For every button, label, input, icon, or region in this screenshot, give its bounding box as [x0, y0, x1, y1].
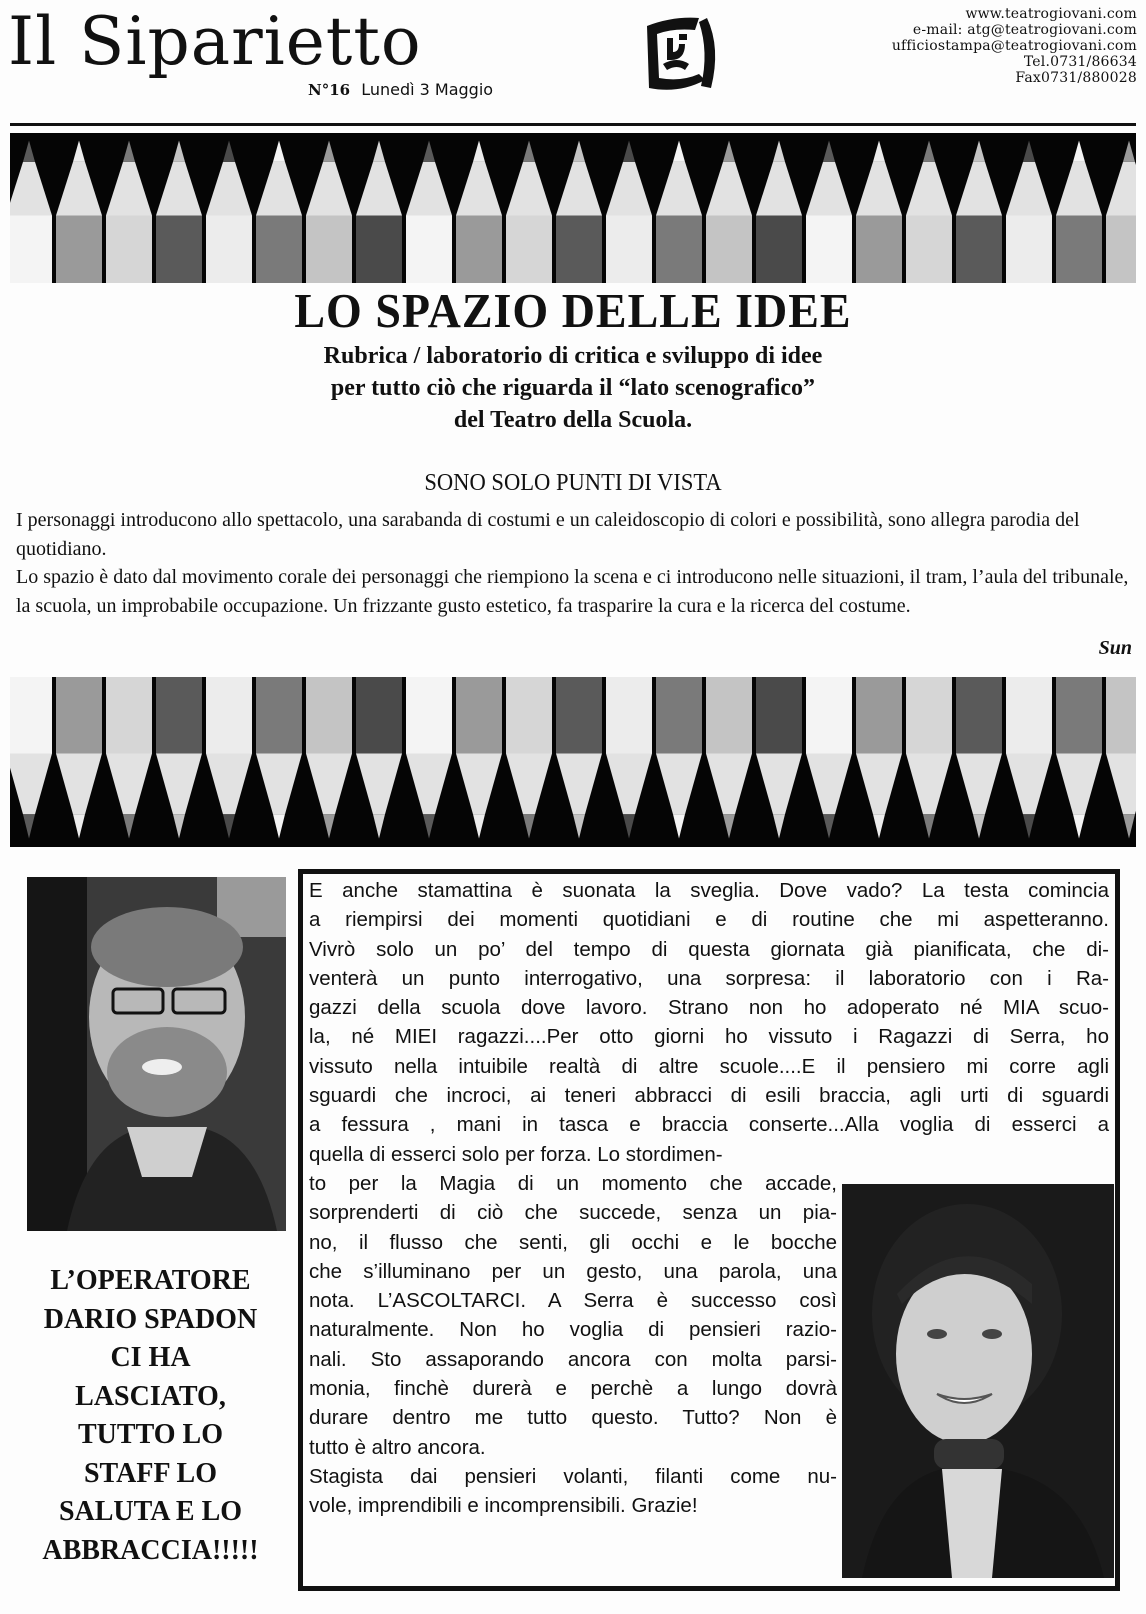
testimonial-line: quella di esserci solo per forza. Lo stordimen- [309, 1142, 723, 1166]
testimonial-line: Stagista dai pensieri volanti, filanti come nu- [309, 1464, 837, 1488]
pencil-illustration [756, 677, 802, 839]
pencil-illustration [956, 677, 1002, 839]
pencil-illustration [1006, 677, 1052, 839]
testimonial-line: nali. Sto assaporando ancora con molta parsi- [309, 1347, 837, 1371]
newsletter-title: Il Siparietto [8, 3, 422, 80]
testimonial-line: vissuto nella intuibile realtà di altre scuole....E il pensiero mi corre agli [309, 1054, 1109, 1078]
pencil-illustration [856, 677, 902, 839]
tribute-line: ABBRACCIA!!!!! [42, 1534, 259, 1566]
pencil-illustration [206, 141, 252, 284]
tribute-line: CI HA [110, 1342, 191, 1373]
pencil-illustration [156, 141, 202, 284]
pencil-illustration [1006, 141, 1052, 284]
pencil-illustration [1056, 677, 1102, 839]
pencil-illustration [56, 141, 102, 284]
testimonial-line: a fessura , mani in tasca e braccia conserte...Alla voglia di esserci a [309, 1113, 1109, 1137]
subtitle-line: per tutto ciò che riguarda il “lato scenografico” [330, 375, 816, 401]
article-heading: SONO SOLO PUNTI DI VISTA [424, 470, 722, 496]
theatre-figure-logo-icon [633, 8, 723, 93]
section-title: LO SPAZIO DELLE IDEE [294, 283, 852, 338]
pencils-banner-top [10, 133, 1136, 283]
testimonial-line: no, il flusso che senti, gli occhi e le bocche [309, 1230, 837, 1254]
masthead-divider [10, 123, 1136, 126]
section-subtitle [0, 340, 1146, 436]
pencil-illustration [1106, 677, 1136, 839]
article-body [16, 506, 1136, 620]
testimonial-line: venterà un punto interrogativo, una sorpresa: il laboratorio con i Ra- [309, 966, 1109, 990]
subtitle-line: Rubrica / laboratorio di critica e sviluppo di idee [323, 343, 823, 369]
pencil-illustration [10, 141, 52, 284]
contact-block [892, 6, 1137, 86]
pencil-illustration [10, 677, 52, 839]
fax-number: Fax0731/880028 [1015, 70, 1137, 86]
pencil-illustration [806, 141, 852, 284]
tribute-line: SALUTA E LO [58, 1496, 243, 1527]
tribute-line: L’OPERATORE [50, 1265, 251, 1296]
pencil-illustration [606, 677, 652, 839]
pencil-illustration [106, 677, 152, 839]
pencil-illustration [906, 677, 952, 839]
pencil-illustration [756, 141, 802, 284]
testimonial-line: monia, finchè durerà e perchè a lungo dovrà [309, 1377, 837, 1401]
testimonial-line: tutto è altro ancora. [309, 1435, 486, 1459]
pencil-illustration [456, 141, 502, 284]
pencil-illustration [506, 677, 552, 839]
tribute-line: LASCIATO, [75, 1380, 226, 1412]
tribute-line: DARIO SPADON [43, 1303, 258, 1335]
pencil-illustration [656, 141, 702, 284]
testimonial-line: E anche stamattina è suonata la sveglia. Dove vado? La testa comincia [309, 879, 1109, 902]
pencils-banner-bottom [10, 677, 1136, 847]
tribute-notice [8, 1262, 293, 1570]
testimonial-line: nota. L’ASCOLTARCI. A Serra è successo così [309, 1289, 837, 1313]
testimonial-line: durare dentro me tutto questo. Tutto? Non è [309, 1406, 837, 1430]
tribute-line: STAFF LO [83, 1457, 217, 1489]
pencil-illustration [156, 677, 202, 839]
pencil-illustration [556, 677, 602, 839]
testimonial-line: gazzi della scuola dove lavoro. Strano non ho adoperato né MIA scuo- [309, 996, 1109, 1020]
issue-date: Lunedì 3 Maggio [361, 80, 494, 99]
testimonial-line: Vivrò solo un po’ del tempo di questa giornata già pianificata, che di- [309, 937, 1109, 961]
article-signature: Sun [1098, 637, 1132, 659]
tribute-line: TUTTO LO [78, 1419, 223, 1450]
operator-photo [27, 877, 286, 1231]
pencil-illustration [606, 141, 652, 284]
pencil-illustration [1056, 141, 1102, 284]
subtitle-line: del Teatro della Scuola. [453, 407, 693, 433]
intern-photo [842, 1184, 1114, 1578]
testimonial-line: a riempirsi dei momenti quotidiani e di routine che mi aspetteranno. [309, 908, 1109, 932]
pencil-illustration [906, 141, 952, 284]
email-link[interactable]: e-mail: atg@teatrogiovani.com [912, 22, 1137, 38]
testimonial-line: naturalmente. Non ho voglia di pensieri razio- [309, 1318, 837, 1342]
issue-number: N°16 [308, 81, 351, 99]
pencil-illustration [256, 141, 302, 284]
pencil-illustration [806, 677, 852, 839]
pencil-illustration [1106, 141, 1136, 284]
pencil-illustration [456, 677, 502, 839]
pencil-illustration [356, 141, 402, 284]
article-paragraph: I personaggi introducono allo spettacolo, una sarabanda di costumi e un caleidoscopio di colori e possibilità, sono allegra parodia del quotidiano. [16, 509, 1080, 560]
press-email-link[interactable]: ufficiostampa@teatrogiovani.com [891, 38, 1137, 54]
pencil-illustration [656, 677, 702, 839]
pencil-illustration [56, 677, 102, 839]
pencil-illustration [206, 677, 252, 839]
pencil-illustration [506, 141, 552, 284]
pencil-illustration [106, 141, 152, 284]
testimonial-line: sorprenderti di ciò che succede, senza un pia- [309, 1201, 837, 1225]
pencil-illustration [256, 677, 302, 839]
pencil-illustration [556, 141, 602, 284]
website-link[interactable]: www.teatrogiovani.com [965, 6, 1137, 22]
issue-line [308, 80, 493, 99]
pencil-illustration [306, 677, 352, 839]
pencil-illustration [706, 677, 752, 839]
pencil-illustration [856, 141, 902, 284]
testimonial-line: to per la Magia di un momento che accade, [309, 1171, 837, 1195]
pencil-illustration [306, 141, 352, 284]
pencil-illustration [706, 141, 752, 284]
phone-number: Tel.0731/86634 [1023, 54, 1137, 70]
testimonial-line: la, né MIEI ragazzi....Per otto giorni ho vissuto i Ragazzi di Serra, ho [309, 1025, 1109, 1049]
pencil-illustration [406, 141, 452, 284]
article-paragraph: Lo spazio è dato dal movimento corale dei personaggi che riempiono la scena e ci introducono nelle situazioni, il tram, l’aula del tribunale, la scuola, un improbabile occupazione. Un frizzante gusto estetico, fa trasparire la cura e la ricerca del costume. [16, 566, 1129, 617]
pencil-illustration [956, 141, 1002, 284]
testimonial-line: vole, imprendibili e incomprensibili. Grazie! [309, 1494, 698, 1518]
testimonial-line: sguardi che incroci, ai teneri abbracci di esili braccia, agli urti di sguardi [309, 1084, 1109, 1108]
pencil-illustration [356, 677, 402, 839]
pencil-illustration [406, 677, 452, 839]
testimonial-line: che s’illuminano per un gesto, una parola, una [309, 1259, 837, 1283]
